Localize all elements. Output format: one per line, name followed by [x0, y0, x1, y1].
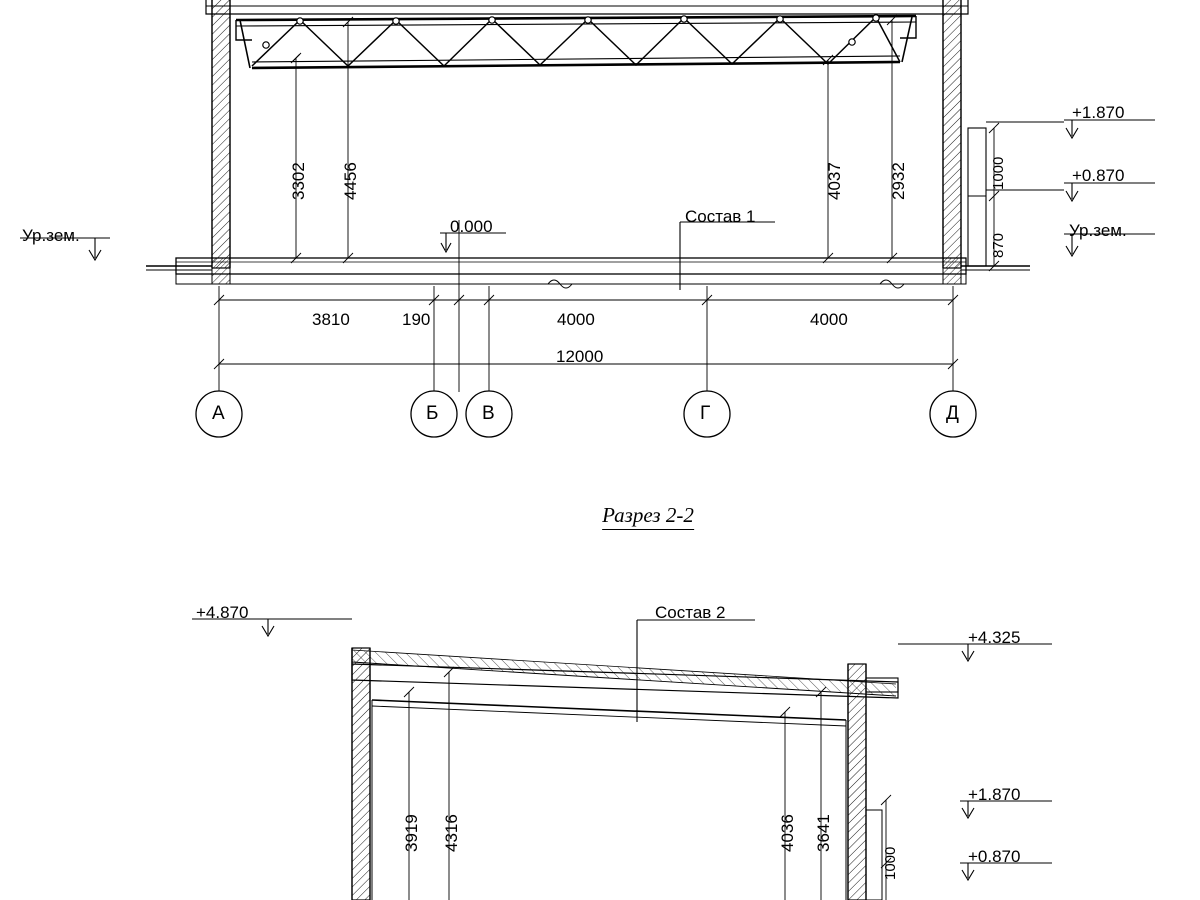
elevation-mark-4325: +4.325 — [968, 628, 1021, 647]
elevation-mark-1870-bottom: +1.870 — [968, 785, 1021, 804]
ground-level-label-right: Ур.зем. — [1069, 221, 1127, 240]
composition1-leader — [680, 222, 775, 290]
elevation-mark-4870: +4.870 — [196, 603, 249, 622]
dim-3302: 3302 — [289, 162, 308, 200]
bottom-section-geometry — [192, 619, 1052, 900]
grid-bubble-g-label: Г — [700, 403, 711, 424]
bottom-vertical-dimensions — [404, 667, 891, 900]
ground-level-markers — [20, 234, 1155, 260]
top-section-geometry — [20, 0, 1155, 437]
dim-4316: 4316 — [442, 814, 461, 852]
level-zero-label: 0.000 — [450, 217, 493, 236]
elevation-markers-bottom-right — [898, 644, 1052, 880]
dim-1000-bottom: 1000 — [882, 846, 899, 880]
grid-bubble-d-label: Д — [946, 403, 959, 424]
section-title-text: Разрез 2-2 — [602, 503, 694, 530]
dim-1000-top: 1000 — [990, 156, 1007, 190]
grid-bubble-b-label: Б — [426, 403, 439, 424]
grid-bubble-a-label: А — [212, 403, 225, 424]
dim-4037: 4037 — [825, 162, 844, 200]
dim-2932: 2932 — [889, 162, 908, 200]
dim-12000-total: 12000 — [556, 347, 604, 366]
dim-4036: 4036 — [778, 814, 797, 852]
dim-3641: 3641 — [814, 814, 833, 852]
composition-2-label: Состав 2 — [655, 603, 726, 622]
dim-4000-b: 4000 — [810, 310, 848, 329]
floor-slab — [146, 258, 1030, 288]
top-horizontal-dimensions — [214, 217, 958, 392]
dim-4456: 4456 — [341, 162, 360, 200]
composition-1-label: Состав 1 — [685, 207, 756, 226]
dim-4000-a: 4000 — [557, 310, 595, 329]
elevation-markers-top-right — [986, 120, 1155, 201]
grid-bubble-v-label: В — [482, 403, 495, 424]
top-vertical-dimensions — [291, 15, 999, 271]
dim-3810: 3810 — [312, 310, 350, 329]
elevation-mark-1870-top: +1.870 — [1072, 103, 1125, 122]
roof-truss — [236, 15, 916, 68]
dim-3919: 3919 — [402, 814, 421, 852]
ground-level-label-left: Ур.зем. — [22, 226, 80, 245]
section-title-razrez-2-2 — [602, 503, 694, 528]
dim-190: 190 — [402, 310, 431, 329]
dim-870-top: 870 — [990, 232, 1007, 258]
grid-bubbles-top — [196, 391, 976, 437]
elevation-mark-0870-bottom: +0.870 — [968, 847, 1021, 866]
right-opening-detail — [968, 128, 986, 266]
elevation-mark-0870-top: +0.870 — [1072, 166, 1125, 185]
